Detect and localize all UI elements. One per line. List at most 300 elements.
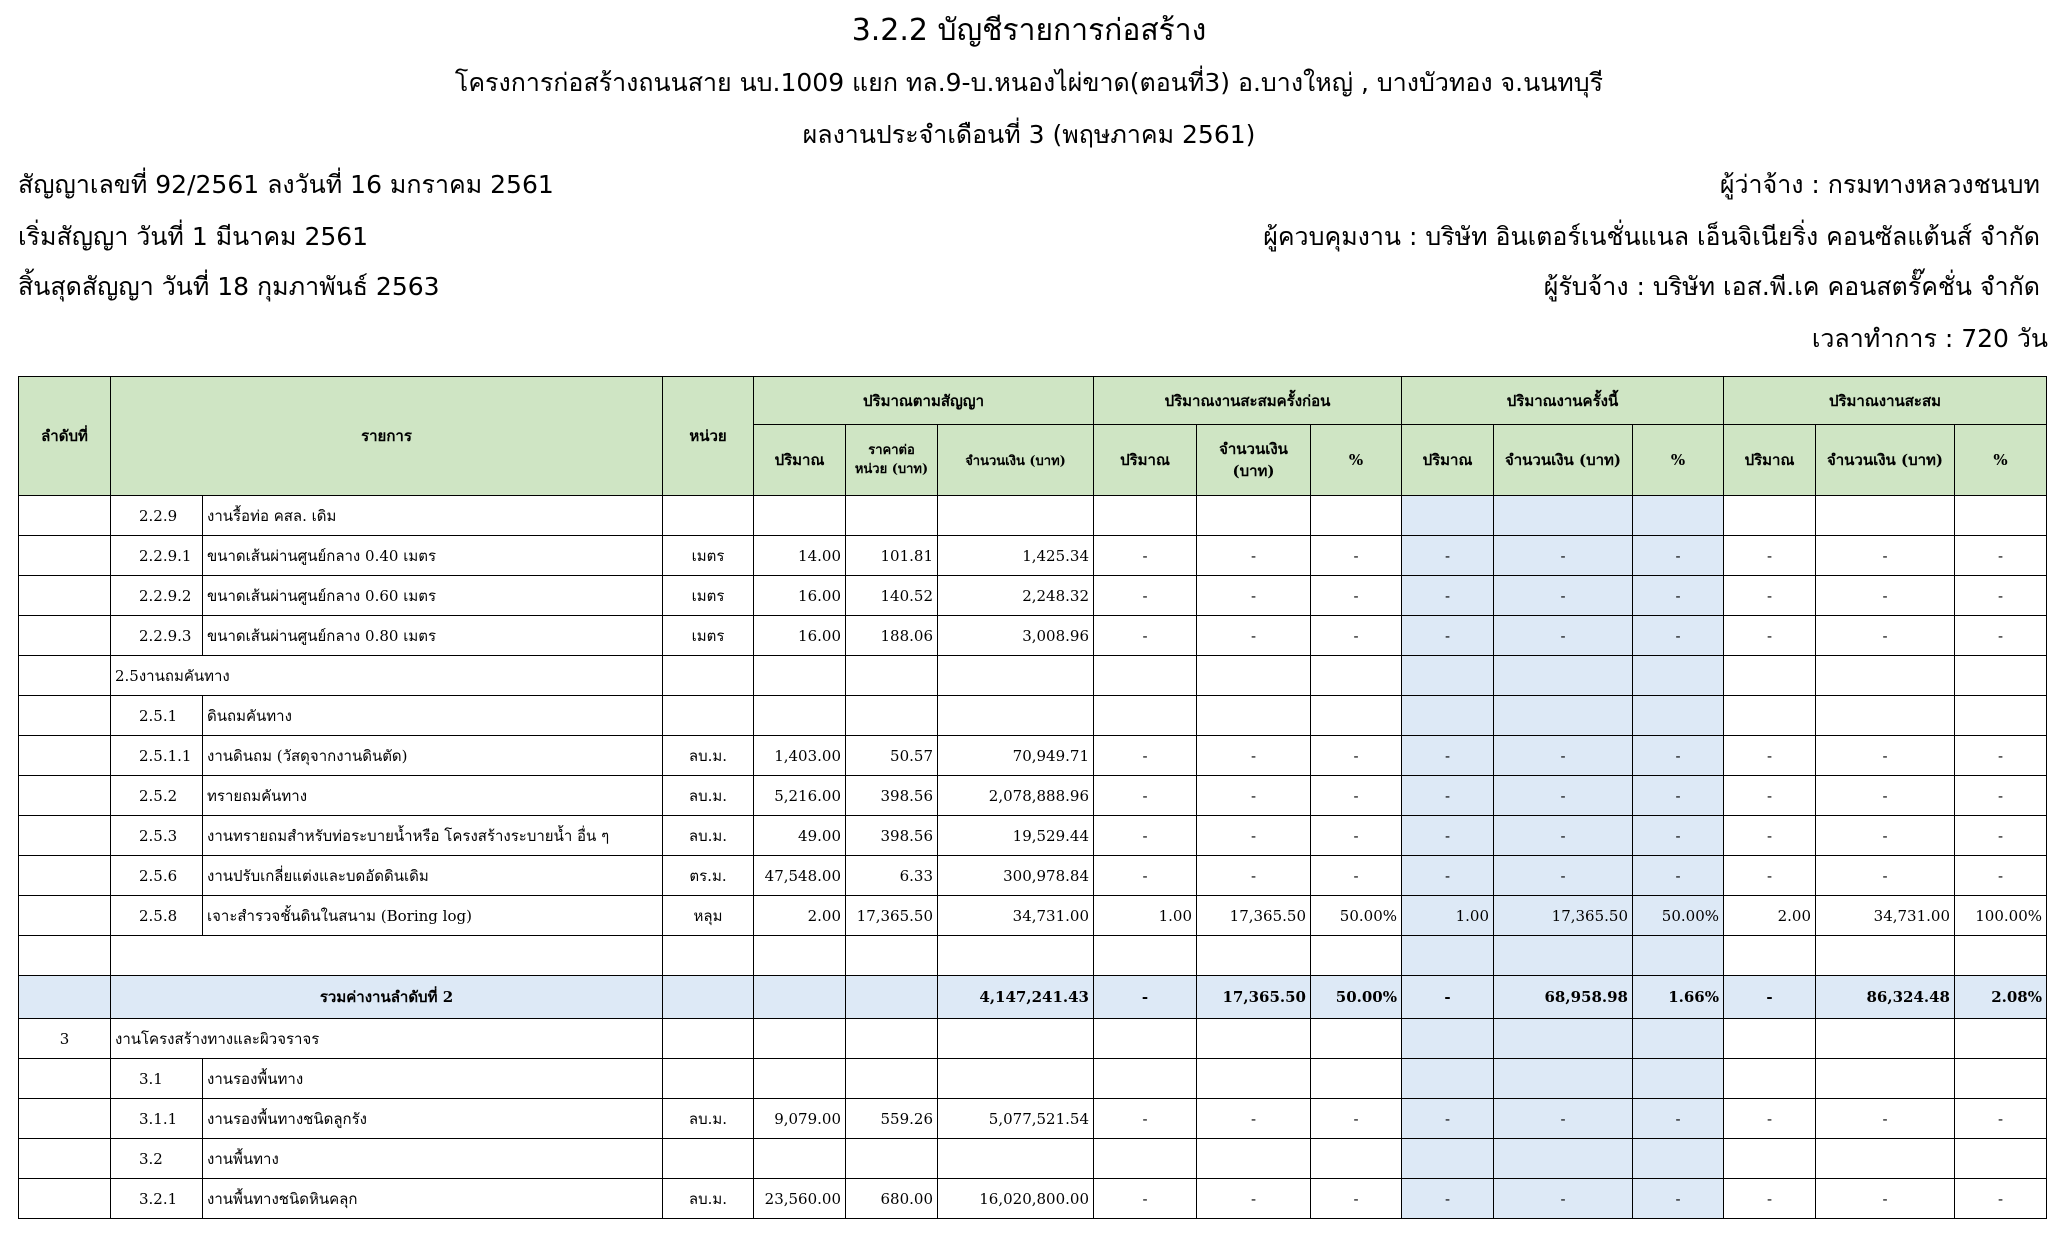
prev-qty: -	[1094, 736, 1197, 776]
this-value	[1494, 1019, 1633, 1059]
row-code: 2.5.3	[111, 816, 203, 856]
cum-pct-header: %	[1955, 425, 2047, 496]
row-seq	[19, 696, 111, 736]
cum-value: -	[1816, 816, 1955, 856]
row-seq	[19, 776, 111, 816]
this-qty: -	[1402, 736, 1494, 776]
row-seq	[19, 816, 111, 856]
this-value	[1494, 656, 1633, 696]
contract-value	[846, 1059, 938, 1099]
contract-pct	[938, 696, 1094, 736]
prev-qty: -	[1094, 1099, 1197, 1139]
contract-value	[846, 1139, 938, 1179]
this-qty	[1402, 696, 1494, 736]
cum-qty: -	[1724, 576, 1816, 616]
prev-pct: 50.00%	[1311, 896, 1402, 936]
prev-amount-header: จำนวนเงิน (บาท)	[1197, 425, 1311, 496]
cum-pct: 100.00%	[1955, 896, 2047, 936]
this-qty	[1402, 1059, 1494, 1099]
table-row	[19, 776, 2047, 816]
row-unit: เมตร	[663, 616, 754, 656]
prev-qty	[1094, 496, 1197, 536]
prev-qty-header: ปริมาณ	[1094, 425, 1197, 496]
summary-prev-qty: -	[1094, 976, 1197, 1019]
this-value: -	[1494, 1099, 1633, 1139]
prev-qty	[1094, 936, 1197, 976]
table-row	[19, 536, 2047, 576]
this-qty: -	[1402, 536, 1494, 576]
contract-qty-header: ปริมาณ	[754, 425, 846, 496]
prev-value	[1197, 656, 1311, 696]
cum-pct	[1955, 1139, 2047, 1179]
table-row	[19, 656, 2047, 696]
row-description: ขนาดเส้นผ่านศูนย์กลาง 0.80 เมตร	[203, 616, 663, 656]
cum-qty: -	[1724, 816, 1816, 856]
cum-pct	[1955, 936, 2047, 976]
prev-pct	[1311, 696, 1402, 736]
this-pct: -	[1633, 856, 1724, 896]
row-description: งานปรับเกลี่ยแต่งและบดอัดดินเดิม	[203, 856, 663, 896]
this-value: -	[1494, 1179, 1633, 1219]
contract-pct	[938, 656, 1094, 696]
table-row	[19, 896, 2047, 936]
row-description: ดินถมคันทาง	[203, 696, 663, 736]
contract-value: 6.33	[846, 856, 938, 896]
contract-qty	[754, 656, 846, 696]
prev-qty	[1094, 696, 1197, 736]
prev-qty: -	[1094, 856, 1197, 896]
contract-qty	[754, 936, 846, 976]
contract-qty: 9,079.00	[754, 1099, 846, 1139]
cum-pct: -	[1955, 1099, 2047, 1139]
row-unit	[663, 656, 754, 696]
prev-qty: -	[1094, 1179, 1197, 1219]
this-pct: -	[1633, 576, 1724, 616]
group-previous-header: ปริมาณงานสะสมครั้งก่อน	[1094, 377, 1402, 425]
summary-contract-qty	[754, 976, 846, 1019]
row-unit: ลบ.ม.	[663, 736, 754, 776]
prev-qty: -	[1094, 576, 1197, 616]
contract-qty: 5,216.00	[754, 776, 846, 816]
prev-qty	[1094, 1139, 1197, 1179]
row-unit: ลบ.ม.	[663, 816, 754, 856]
prev-qty: -	[1094, 776, 1197, 816]
this-value: -	[1494, 536, 1633, 576]
this-amount-header: จำนวนเงิน (บาท)	[1494, 425, 1633, 496]
row-unit: ลบ.ม.	[663, 1179, 754, 1219]
contract-pct: 70,949.71	[938, 736, 1094, 776]
cum-qty: -	[1724, 776, 1816, 816]
contract-start: เริ่มสัญญา วันที่ 1 มีนาคม 2561	[18, 222, 369, 251]
contract-value: 17,365.50	[846, 896, 938, 936]
row-unit	[663, 1139, 754, 1179]
this-pct: -	[1633, 776, 1724, 816]
table-row	[19, 736, 2047, 776]
cum-value	[1816, 1019, 1955, 1059]
group-this-period-header: ปริมาณงานครั้งนี้	[1402, 377, 1724, 425]
this-qty: -	[1402, 576, 1494, 616]
row-description: 2.5งานถมคันทาง	[111, 656, 663, 696]
table-row	[19, 856, 2047, 896]
cum-value: 34,731.00	[1816, 896, 1955, 936]
row-unit: ตร.ม.	[663, 856, 754, 896]
contract-pct	[938, 496, 1094, 536]
row-unit	[663, 1059, 754, 1099]
row-description: ทรายถมคันทาง	[203, 776, 663, 816]
prev-value: -	[1197, 776, 1311, 816]
cum-qty: -	[1724, 856, 1816, 896]
cum-pct: -	[1955, 1179, 2047, 1219]
summary-contract-amount: 4,147,241.43	[938, 976, 1094, 1019]
cum-value: -	[1816, 776, 1955, 816]
prev-pct	[1311, 656, 1402, 696]
contract-pct	[938, 1059, 1094, 1099]
contract-qty	[754, 1019, 846, 1059]
row-seq	[19, 736, 111, 776]
table-row	[19, 1059, 2047, 1099]
prev-pct: -	[1311, 1179, 1402, 1219]
col-unit-header: หน่วย	[663, 377, 754, 496]
this-value: -	[1494, 856, 1633, 896]
contract-qty: 23,560.00	[754, 1179, 846, 1219]
summary-prev-value: 17,365.50	[1197, 976, 1311, 1019]
row-seq	[19, 936, 111, 976]
this-qty: -	[1402, 776, 1494, 816]
this-value: -	[1494, 736, 1633, 776]
row-unit: เมตร	[663, 536, 754, 576]
row-seq	[19, 616, 111, 656]
prev-pct	[1311, 1059, 1402, 1099]
this-qty: -	[1402, 616, 1494, 656]
row-code: 2.5.8	[111, 896, 203, 936]
table-row	[19, 496, 2047, 536]
group-cumulative-header: ปริมาณงานสะสม	[1724, 377, 2047, 425]
prev-value: -	[1197, 736, 1311, 776]
prev-value: 17,365.50	[1197, 896, 1311, 936]
prev-pct: -	[1311, 1099, 1402, 1139]
cum-qty: -	[1724, 1179, 1816, 1219]
contract-qty	[754, 496, 846, 536]
contract-value: 50.57	[846, 736, 938, 776]
this-value	[1494, 496, 1633, 536]
row-seq: 3	[19, 1019, 111, 1059]
summary-this-qty: -	[1402, 976, 1494, 1019]
row-code: 2.2.9.2	[111, 576, 203, 616]
row-description: ขนาดเส้นผ่านศูนย์กลาง 0.60 เมตร	[203, 576, 663, 616]
summary-cum-qty: -	[1724, 976, 1816, 1019]
cum-qty: -	[1724, 1099, 1816, 1139]
cum-pct: -	[1955, 776, 2047, 816]
this-qty	[1402, 656, 1494, 696]
col-item-header: รายการ	[111, 377, 663, 496]
col-seq-header: ลำดับที่	[19, 377, 111, 496]
cum-value	[1816, 1139, 1955, 1179]
row-description	[111, 936, 663, 976]
this-pct	[1633, 1059, 1724, 1099]
cum-qty	[1724, 1139, 1816, 1179]
row-seq	[19, 856, 111, 896]
contract-qty: 2.00	[754, 896, 846, 936]
row-code: 2.5.1	[111, 696, 203, 736]
employer: ผู้ว่าจ้าง : กรมทางหลวงชนบท	[1719, 170, 2040, 199]
this-value	[1494, 936, 1633, 976]
contract-value: 188.06	[846, 616, 938, 656]
prev-value	[1197, 936, 1311, 976]
contract-qty: 16.00	[754, 616, 846, 656]
cum-value: -	[1816, 536, 1955, 576]
prev-value	[1197, 1139, 1311, 1179]
prev-pct: -	[1311, 736, 1402, 776]
prev-pct	[1311, 1139, 1402, 1179]
contract-amount-header: จำนวนเงิน (บาท)	[938, 425, 1094, 496]
row-description: ขนาดเส้นผ่านศูนย์กลาง 0.40 เมตร	[203, 536, 663, 576]
row-code: 2.2.9	[111, 496, 203, 536]
cum-value	[1816, 1059, 1955, 1099]
contractor: ผู้รับจ้าง : บริษัท เอส.พี.เค คอนสตรั๊คชั่น จำกัด	[1543, 272, 2040, 301]
contract-value: 140.52	[846, 576, 938, 616]
row-seq	[19, 656, 111, 696]
this-pct	[1633, 656, 1724, 696]
cum-pct	[1955, 1019, 2047, 1059]
this-value: -	[1494, 776, 1633, 816]
prev-qty: -	[1094, 536, 1197, 576]
contract-pct	[938, 936, 1094, 976]
cum-value: -	[1816, 1179, 1955, 1219]
report-period: ผลงานประจำเดือนที่ 3 (พฤษภาคม 2561)	[802, 120, 1256, 149]
this-pct: -	[1633, 816, 1724, 856]
this-pct: -	[1633, 616, 1724, 656]
contract-value	[846, 936, 938, 976]
prev-qty	[1094, 656, 1197, 696]
prev-qty: -	[1094, 616, 1197, 656]
this-pct: -	[1633, 1099, 1724, 1139]
contract-value	[846, 696, 938, 736]
this-value: -	[1494, 816, 1633, 856]
this-pct: 50.00%	[1633, 896, 1724, 936]
this-qty: -	[1402, 856, 1494, 896]
contract-qty	[754, 696, 846, 736]
row-seq	[19, 576, 111, 616]
cum-value: -	[1816, 576, 1955, 616]
cum-value: -	[1816, 616, 1955, 656]
cum-pct: -	[1955, 856, 2047, 896]
row-seq	[19, 1179, 111, 1219]
cum-value: -	[1816, 736, 1955, 776]
contract-value: 680.00	[846, 1179, 938, 1219]
cum-value: -	[1816, 1099, 1955, 1139]
row-unit	[663, 496, 754, 536]
summary-unit	[663, 976, 754, 1019]
cum-value	[1816, 696, 1955, 736]
prev-qty: 1.00	[1094, 896, 1197, 936]
this-pct: -	[1633, 736, 1724, 776]
cum-value	[1816, 936, 1955, 976]
prev-pct: -	[1311, 856, 1402, 896]
cum-qty-header: ปริมาณ	[1724, 425, 1816, 496]
contract-pct: 1,425.34	[938, 536, 1094, 576]
row-code: 2.2.9.1	[111, 536, 203, 576]
cum-amount-header: จำนวนเงิน (บาท)	[1816, 425, 1955, 496]
this-qty	[1402, 1019, 1494, 1059]
this-pct	[1633, 496, 1724, 536]
prev-pct	[1311, 936, 1402, 976]
cum-pct: -	[1955, 736, 2047, 776]
row-unit	[663, 696, 754, 736]
this-qty: -	[1402, 1099, 1494, 1139]
table-row	[19, 1099, 2047, 1139]
row-seq	[19, 1099, 111, 1139]
prev-pct	[1311, 1019, 1402, 1059]
contract-pct: 2,078,888.96	[938, 776, 1094, 816]
this-qty: 1.00	[1402, 896, 1494, 936]
row-code: 2.5.2	[111, 776, 203, 816]
cum-qty	[1724, 696, 1816, 736]
this-qty: -	[1402, 816, 1494, 856]
this-qty	[1402, 496, 1494, 536]
summary-seq	[19, 976, 111, 1019]
cum-qty	[1724, 1019, 1816, 1059]
this-pct: -	[1633, 536, 1724, 576]
row-description: งานรื้อท่อ คสล. เดิม	[203, 496, 663, 536]
row-description: งานโครงสร้างทางและผิวจราจร	[111, 1019, 663, 1059]
cum-pct	[1955, 1059, 2047, 1099]
table-row	[19, 1139, 2047, 1179]
this-pct	[1633, 1019, 1724, 1059]
this-pct: -	[1633, 1179, 1724, 1219]
this-value	[1494, 1139, 1633, 1179]
contract-pct: 19,529.44	[938, 816, 1094, 856]
prev-value	[1197, 496, 1311, 536]
table-row	[19, 1019, 2047, 1059]
cum-value: -	[1816, 856, 1955, 896]
table-row	[19, 616, 2047, 656]
cum-qty	[1724, 1059, 1816, 1099]
table-row	[19, 696, 2047, 736]
table-row	[19, 1179, 2047, 1219]
prev-qty	[1094, 1059, 1197, 1099]
project-name: โครงการก่อสร้างถนนสาย นบ.1009 แยก ทล.9-บ.หนองไผ่ขาด(ตอนที่3) อ.บางใหญ่ , บางบัวทอง จ.นนทบุรี	[454, 68, 1604, 97]
row-seq	[19, 496, 111, 536]
quantity-table	[18, 376, 2047, 1219]
contract-value: 398.56	[846, 816, 938, 856]
summary-this-pct: 1.66%	[1633, 976, 1724, 1019]
prev-value: -	[1197, 1179, 1311, 1219]
contract-pct	[938, 1139, 1094, 1179]
prev-pct: -	[1311, 776, 1402, 816]
row-seq	[19, 1059, 111, 1099]
contract-number: สัญญาเลขที่ 92/2561 ลงวันที่ 16 มกราคม 2561	[18, 170, 554, 199]
this-pct	[1633, 936, 1724, 976]
header-row-1	[19, 377, 2047, 425]
contract-pct: 300,978.84	[938, 856, 1094, 896]
this-qty-header: ปริมาณ	[1402, 425, 1494, 496]
work-duration: เวลาทำการ : 720 วัน	[1811, 324, 2048, 353]
row-description: งานพื้นทาง	[203, 1139, 663, 1179]
prev-pct: -	[1311, 816, 1402, 856]
summary-cum-pct: 2.08%	[1955, 976, 2047, 1019]
contract-qty	[754, 1139, 846, 1179]
contract-pct: 2,248.32	[938, 576, 1094, 616]
row-code: 2.2.9.3	[111, 616, 203, 656]
contract-qty: 14.00	[754, 536, 846, 576]
contract-pct: 16,020,800.00	[938, 1179, 1094, 1219]
contract-value: 559.26	[846, 1099, 938, 1139]
cum-qty: -	[1724, 736, 1816, 776]
cum-pct	[1955, 696, 2047, 736]
prev-pct-header: %	[1311, 425, 1402, 496]
prev-value: -	[1197, 856, 1311, 896]
contract-qty: 1,403.00	[754, 736, 846, 776]
this-value: -	[1494, 576, 1633, 616]
row-code: 3.2.1	[111, 1179, 203, 1219]
unit-price-header: ราคาต่อ หน่วย (บาท)	[846, 425, 938, 496]
row-description: งานทรายถมสำหรับท่อระบายน้ำหรือ โครงสร้างระบายน้ำ อื่น ๆ	[203, 816, 663, 856]
cum-pct: -	[1955, 536, 2047, 576]
cum-value	[1816, 656, 1955, 696]
row-seq	[19, 896, 111, 936]
prev-value	[1197, 696, 1311, 736]
this-qty	[1402, 1139, 1494, 1179]
cum-value	[1816, 496, 1955, 536]
contract-pct: 3,008.96	[938, 616, 1094, 656]
row-unit: เมตร	[663, 576, 754, 616]
prev-qty	[1094, 1019, 1197, 1059]
summary-prev-pct: 50.00%	[1311, 976, 1402, 1019]
summary-row	[19, 976, 2047, 1019]
summary-cum-value: 86,324.48	[1816, 976, 1955, 1019]
contract-qty: 47,548.00	[754, 856, 846, 896]
row-unit	[663, 1019, 754, 1059]
contract-value	[846, 1019, 938, 1059]
row-description: งานพื้นทางชนิดหินคลุก	[203, 1179, 663, 1219]
row-description: งานรองพื้นทาง	[203, 1059, 663, 1099]
this-pct	[1633, 1139, 1724, 1179]
summary-label: รวมค่างานลำดับที่ 2	[111, 976, 663, 1019]
prev-value	[1197, 1059, 1311, 1099]
cum-pct: -	[1955, 816, 2047, 856]
prev-pct	[1311, 496, 1402, 536]
cum-qty	[1724, 496, 1816, 536]
contract-qty: 49.00	[754, 816, 846, 856]
this-qty	[1402, 936, 1494, 976]
this-qty: -	[1402, 1179, 1494, 1219]
table-row	[19, 576, 2047, 616]
this-value: 17,365.50	[1494, 896, 1633, 936]
summary-unit-price	[846, 976, 938, 1019]
row-description: เจาะสำรวจชั้นดินในสนาม (Boring log)	[203, 896, 663, 936]
table-row	[19, 936, 2047, 976]
contract-value	[846, 496, 938, 536]
contract-value	[846, 656, 938, 696]
contract-value: 398.56	[846, 776, 938, 816]
contract-qty	[754, 1059, 846, 1099]
cum-qty: -	[1724, 536, 1816, 576]
prev-value: -	[1197, 576, 1311, 616]
row-unit: ลบ.ม.	[663, 1099, 754, 1139]
contract-pct: 34,731.00	[938, 896, 1094, 936]
prev-pct: -	[1311, 576, 1402, 616]
cum-qty: 2.00	[1724, 896, 1816, 936]
summary-this-value: 68,958.98	[1494, 976, 1633, 1019]
this-pct	[1633, 696, 1724, 736]
contract-pct	[938, 1019, 1094, 1059]
prev-pct: -	[1311, 536, 1402, 576]
this-value	[1494, 1059, 1633, 1099]
cum-qty: -	[1724, 616, 1816, 656]
contract-qty: 16.00	[754, 576, 846, 616]
row-seq	[19, 536, 111, 576]
contract-end: สิ้นสุดสัญญา วันที่ 18 กุมภาพันธ์ 2563	[18, 272, 440, 301]
